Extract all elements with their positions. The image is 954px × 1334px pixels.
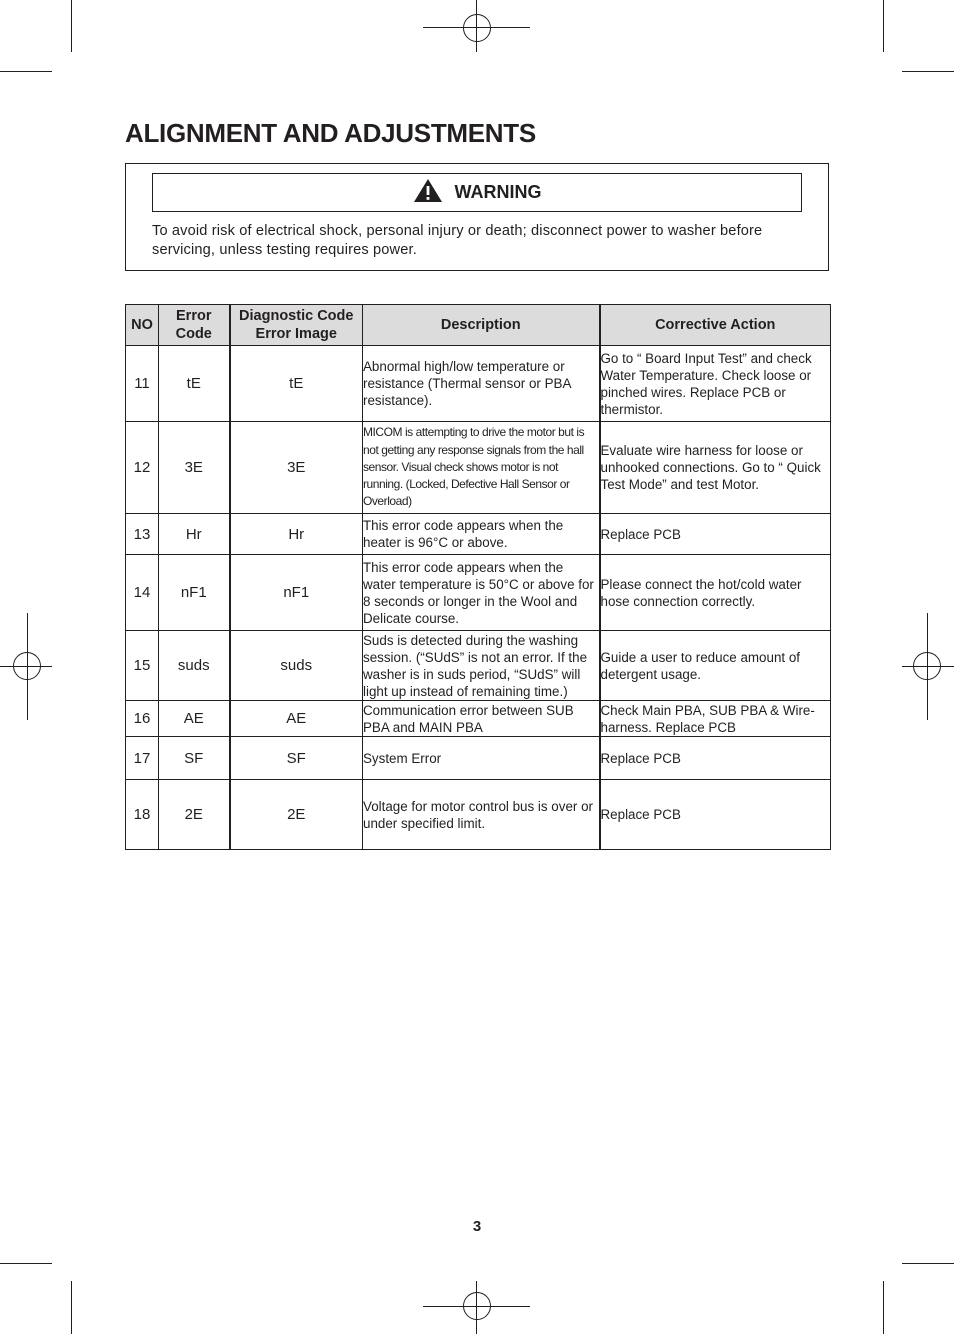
error-image: AE <box>230 701 363 737</box>
error-description: This error code appears when the heater is 96°C or above. <box>363 514 600 555</box>
crop-mark <box>883 0 884 52</box>
header-no: NO <box>126 305 159 346</box>
page-number: 3 <box>472 1218 482 1235</box>
crop-mark <box>883 1281 884 1334</box>
error-image: tE <box>230 346 363 422</box>
error-description: MICOM is attempting to drive the motor but is not getting any response signals from the hall sensor. Visual check shows motor is not running. (Locked, Defective Hall Sensor or Overload) <box>363 422 600 514</box>
error-description: Abnormal high/low temperature or resistance (Thermal sensor or PBA resistance). <box>363 346 600 422</box>
row-number: 15 <box>126 631 159 701</box>
error-image: 2E <box>230 780 363 850</box>
table-row <box>126 514 831 555</box>
warning-header <box>152 173 802 212</box>
warning-box <box>125 163 829 271</box>
error-description: This error code appears when the water temperature is 50°C or above for 8 seconds or longer in the Wool and Delicate course. <box>363 555 600 631</box>
warning-text: To avoid risk of electrical shock, personal injury or death; disconnect power to washer before servicing, unless testing requires power. <box>152 223 763 258</box>
error-code: nF1 <box>159 555 230 631</box>
error-code: Hr <box>159 514 230 555</box>
error-code: suds <box>159 631 230 701</box>
crop-mark <box>0 1263 52 1264</box>
error-code: tE <box>159 346 230 422</box>
table-header-row <box>126 305 831 346</box>
warning-triangle-icon <box>413 178 443 208</box>
crop-mark <box>71 1281 72 1334</box>
corrective-action: Guide a user to reduce amount of detergent usage. <box>600 631 831 701</box>
table-row <box>126 780 831 850</box>
corrective-action: Replace PCB <box>600 737 831 780</box>
corrective-action: Please connect the hot/cold water hose connection correctly. <box>600 555 831 631</box>
error-code: 2E <box>159 780 230 850</box>
error-image: suds <box>230 631 363 701</box>
table-row <box>126 631 831 701</box>
table-row <box>126 555 831 631</box>
error-description: System Error <box>363 737 600 780</box>
table-row <box>126 346 831 422</box>
error-image: 3E <box>230 422 363 514</box>
row-number: 12 <box>126 422 159 514</box>
row-number: 13 <box>126 514 159 555</box>
corrective-action: Evaluate wire harness for loose or unhooked connections. Go to “ Quick Test Mode” and test Motor. <box>600 422 831 514</box>
error-image: nF1 <box>230 555 363 631</box>
header-diagnostic-code: Diagnostic Code Error Image <box>230 305 363 346</box>
corrective-action: Check Main PBA, SUB PBA & Wire-harness. Replace PCB <box>600 701 831 737</box>
corrective-action: Replace PCB <box>600 780 831 850</box>
crop-mark <box>0 71 52 72</box>
error-description: Communication error between SUB PBA and MAIN PBA <box>363 701 600 737</box>
corrective-action: Replace PCB <box>600 514 831 555</box>
error-description: Voltage for motor control bus is over or under specified limit. <box>363 780 600 850</box>
row-number: 17 <box>126 737 159 780</box>
row-number: 18 <box>126 780 159 850</box>
error-code: 3E <box>159 422 230 514</box>
row-number: 14 <box>126 555 159 631</box>
row-number: 11 <box>126 346 159 422</box>
crop-mark <box>902 1263 954 1264</box>
error-description: Suds is detected during the washing session. (“SUdS” is not an error. If the washer is in suds period, “SUdS” will light up instead of remaining time.) <box>363 631 600 701</box>
error-code: AE <box>159 701 230 737</box>
error-image: SF <box>230 737 363 780</box>
corrective-action: Go to “ Board Input Test” and check Water Temperature. Check loose or pinched wires. Replace PCB or thermistor. <box>600 346 831 422</box>
error-code: SF <box>159 737 230 780</box>
header-description: Description <box>363 305 600 346</box>
table-row <box>126 422 831 514</box>
warning-label: WARNING <box>454 182 542 202</box>
crop-mark <box>71 0 72 52</box>
table-row <box>126 701 831 737</box>
header-error-code: Error Code <box>159 305 230 346</box>
header-corrective-action: Corrective Action <box>600 305 831 346</box>
error-code-table <box>125 304 831 850</box>
row-number: 16 <box>126 701 159 737</box>
error-image: Hr <box>230 514 363 555</box>
table-row <box>126 737 831 780</box>
page-title: ALIGNMENT AND ADJUSTMENTS <box>125 118 536 148</box>
crop-mark <box>902 71 954 72</box>
